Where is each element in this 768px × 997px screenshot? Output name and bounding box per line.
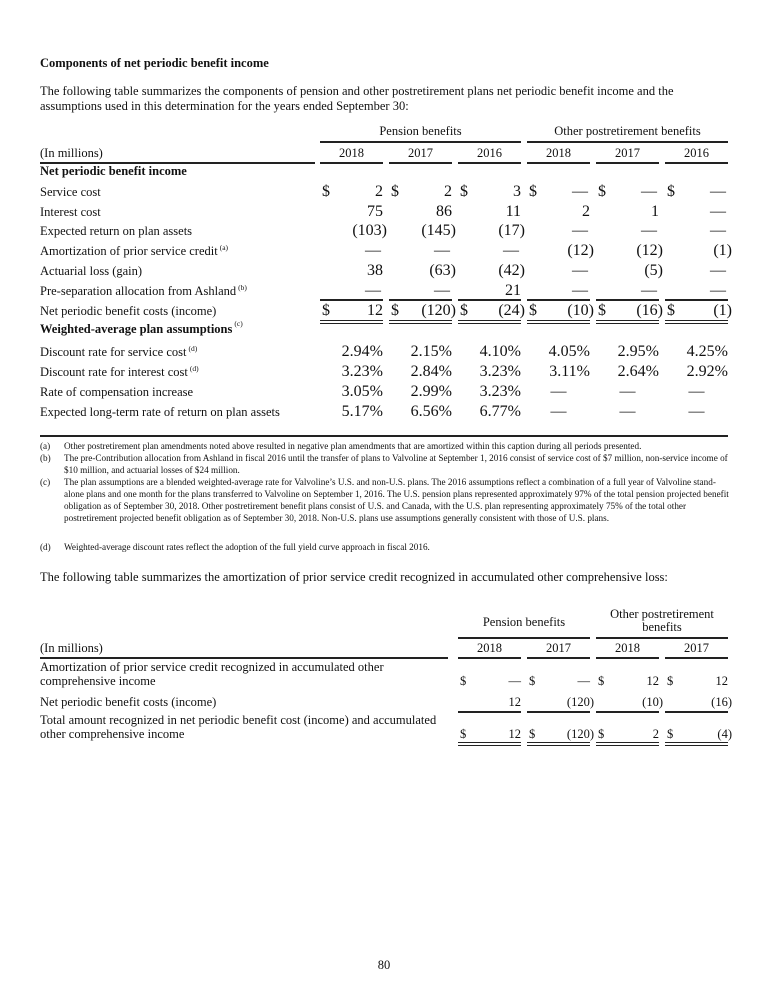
subtotal-rule xyxy=(665,711,728,713)
value-cell xyxy=(458,262,525,280)
footnote-marker: (a) xyxy=(40,441,51,451)
row-label-text: Service cost xyxy=(40,185,101,199)
dollar-sign: $ xyxy=(667,302,675,319)
unit-label: (In millions) xyxy=(40,641,103,655)
divider xyxy=(458,162,521,164)
table-row xyxy=(0,222,768,240)
value-cell xyxy=(389,363,452,381)
value-cell xyxy=(596,363,659,381)
value: — xyxy=(434,282,450,299)
value-cell xyxy=(596,343,659,361)
divider xyxy=(40,657,448,659)
value: — xyxy=(572,262,588,279)
value-cell xyxy=(527,302,594,320)
value: (4) xyxy=(717,727,732,741)
value: 21 xyxy=(505,282,521,299)
group-header-pension: Pension benefits xyxy=(482,615,566,629)
value: 4.05% xyxy=(548,343,590,360)
footnote-ref: (a) xyxy=(219,243,229,252)
value: (42) xyxy=(498,262,525,279)
row-label-text: Amortization of prior service credit xyxy=(40,244,218,258)
value-cell xyxy=(527,242,594,260)
value-cell xyxy=(458,222,525,240)
value: — xyxy=(508,674,521,688)
subtotal-rule xyxy=(665,299,728,301)
dollar-sign: $ xyxy=(598,302,606,319)
value-cell xyxy=(596,302,663,320)
divider xyxy=(527,162,590,164)
value: — xyxy=(572,183,588,200)
footnote-text: Weighted-average discount rates reflect the adoption of the full yield curve approach in fiscal 2016. xyxy=(64,542,430,552)
intro-paragraph: The following table summarizes the components of pension and other postretirement plans net periodic benefit income and the assumptions used in this determination for the years ended September 30: xyxy=(40,84,674,113)
value: 2.94% xyxy=(341,343,383,360)
dollar-sign: $ xyxy=(529,302,537,319)
value-cell xyxy=(320,203,383,221)
footnote xyxy=(40,440,730,452)
value-cell xyxy=(665,363,728,381)
value-cell xyxy=(320,403,383,421)
divider xyxy=(458,637,590,639)
subtotal-rule xyxy=(458,711,521,713)
value: 12 xyxy=(508,727,521,741)
dollar-sign: $ xyxy=(529,727,536,741)
value: 3.23% xyxy=(479,383,521,400)
value: 2.99% xyxy=(410,383,452,400)
year-header: 2017 xyxy=(615,146,640,160)
value-cell xyxy=(665,674,728,692)
value-cell xyxy=(527,222,590,240)
value-cell xyxy=(665,343,728,361)
value-cell xyxy=(389,403,452,421)
row-label-text: Net periodic benefit costs (income) xyxy=(40,304,217,318)
assumption-row xyxy=(0,383,768,401)
value-cell xyxy=(665,262,728,280)
dollar-sign: $ xyxy=(667,183,675,200)
value-cell xyxy=(596,262,663,280)
assumption-row xyxy=(0,343,768,361)
row-label-text: Interest cost xyxy=(40,205,101,219)
value-cell xyxy=(665,242,732,260)
footnote xyxy=(40,476,730,536)
subtotal-rule xyxy=(527,711,590,713)
year-header: 2018 xyxy=(615,641,640,655)
value-cell xyxy=(389,242,452,260)
divider xyxy=(596,657,659,659)
value-cell xyxy=(665,302,732,320)
value-cell xyxy=(389,183,452,201)
section-heading-assumptions xyxy=(40,319,243,337)
value: 3.11% xyxy=(549,363,590,380)
value-cell xyxy=(596,282,659,300)
footnote-text: Other postretirement plan amendments noted above resulted in negative plan amendments that are amortized within this caption during all periods presented. xyxy=(64,441,642,451)
value-cell xyxy=(458,343,521,361)
value: (5) xyxy=(644,262,663,279)
footnote-marker: (c) xyxy=(40,477,51,487)
value: — xyxy=(572,282,588,299)
subtotal-rule xyxy=(527,299,590,301)
value: 12 xyxy=(715,674,728,688)
value: — xyxy=(434,242,450,259)
row-label-line: other comprehensive income xyxy=(40,727,185,741)
divider xyxy=(320,141,521,143)
value: (17) xyxy=(498,222,525,239)
value-cell xyxy=(665,282,728,300)
table-row xyxy=(0,183,768,201)
total-double-rule xyxy=(665,320,728,324)
assumption-row xyxy=(0,363,768,381)
footnote-text: The plan assumptions are a blended weighted-average rate for Valvoline’s U.S. and non-U.S. plans. The 2016 assumptions reflect a combination of a full year of Valvoline stand-alone plans and one month for the plans transferred to Valvoline on September 1, 2016. The U.S. pension plans represented approximately 97% of the total pension projected benefit obligation as of September 30, 2018. Other postretirement benefit plans consist of U.S. and Canada, with the U.S. plan representing approximately 75% of the total other postretirement projected benefit obligation as of September 30, 2018. Non-U.S. plans use assumptions generally consistent with those of U.S. plans. xyxy=(64,477,729,523)
value: — xyxy=(365,282,381,299)
dollar-sign: $ xyxy=(529,183,537,200)
value-cell xyxy=(665,183,728,201)
value-cell xyxy=(527,403,590,421)
value-cell xyxy=(458,674,521,692)
value-cell xyxy=(458,282,521,300)
value: — xyxy=(550,383,567,400)
value-cell xyxy=(320,343,383,361)
row-label xyxy=(40,262,142,280)
table-row xyxy=(0,242,768,260)
value: 6.56% xyxy=(410,403,452,420)
row-label xyxy=(40,183,101,201)
value-cell xyxy=(458,183,521,201)
value: (1) xyxy=(713,242,732,259)
row-label-line: Total amount recognized in net periodic benefit cost (income) and accumulated xyxy=(40,713,437,727)
value: — xyxy=(365,242,381,259)
value: 5.17% xyxy=(341,403,383,420)
total-double-rule xyxy=(389,320,452,324)
value-cell xyxy=(458,302,525,320)
total-double-rule xyxy=(458,742,521,746)
value: — xyxy=(619,383,636,400)
divider xyxy=(389,162,452,164)
value-cell xyxy=(665,383,728,401)
footnote-ref: (c) xyxy=(234,319,243,328)
row-label xyxy=(40,695,450,709)
divider xyxy=(458,657,521,659)
row-label xyxy=(40,713,450,741)
value: 2 xyxy=(652,727,659,741)
value: 3 xyxy=(513,183,521,200)
value-cell xyxy=(320,222,387,240)
row-label-text: Expected return on plan assets xyxy=(40,224,193,238)
value-cell xyxy=(596,203,659,221)
value: 2 xyxy=(375,183,383,200)
value: — xyxy=(641,183,657,200)
value: (120) xyxy=(566,727,594,741)
row-label xyxy=(40,660,450,688)
value-cell xyxy=(389,343,452,361)
value-cell xyxy=(527,363,590,381)
value: (16) xyxy=(711,695,732,709)
value: (24) xyxy=(498,302,525,319)
value: 12 xyxy=(508,695,521,709)
value-cell xyxy=(458,363,521,381)
table-row xyxy=(0,302,768,320)
row-label-text: Actuarial loss (gain) xyxy=(40,264,143,278)
divider xyxy=(596,162,659,164)
year-header: 2018 xyxy=(339,146,364,160)
value: — xyxy=(641,222,657,239)
footnote-marker: (d) xyxy=(40,542,51,552)
value: 6.77% xyxy=(479,403,521,420)
divider xyxy=(596,637,728,639)
dollar-sign: $ xyxy=(391,302,399,319)
row-label xyxy=(40,383,193,401)
section-heading-net-periodic: Net periodic benefit income xyxy=(40,164,187,178)
row-label-text: Discount rate for service cost xyxy=(40,345,187,359)
value: (12) xyxy=(567,242,594,259)
value: 12 xyxy=(646,674,659,688)
value: 4.25% xyxy=(686,343,728,360)
value-cell xyxy=(596,222,659,240)
value: (120) xyxy=(566,695,594,709)
row-label-text: Rate of compensation increase xyxy=(40,385,194,399)
value-cell xyxy=(596,383,659,401)
value: 3.23% xyxy=(341,363,383,380)
group-header-pension: Pension benefits xyxy=(379,124,462,138)
value: (103) xyxy=(352,222,387,239)
value-cell xyxy=(320,363,383,381)
dollar-sign: $ xyxy=(667,674,674,688)
value: 2.15% xyxy=(410,343,452,360)
value: — xyxy=(710,262,726,279)
total-double-rule xyxy=(527,742,590,746)
value: 12 xyxy=(367,302,383,319)
value: — xyxy=(710,222,726,239)
divider xyxy=(527,141,728,143)
group-header-other-postretirement: Other postretirement benefits xyxy=(554,124,701,138)
assumption-row xyxy=(0,403,768,421)
footnote-marker: (b) xyxy=(40,453,51,463)
table-row xyxy=(0,282,768,300)
divider xyxy=(320,162,383,164)
section-title: Components of net periodic benefit income xyxy=(40,56,269,70)
value-cell xyxy=(527,282,590,300)
value: 2.92% xyxy=(686,363,728,380)
year-header: 2017 xyxy=(408,146,433,160)
footnote-ref: (d) xyxy=(188,344,198,353)
total-double-rule xyxy=(320,320,383,324)
dollar-sign: $ xyxy=(322,183,330,200)
total-double-rule xyxy=(458,320,521,324)
value: 2.84% xyxy=(410,363,452,380)
row-label xyxy=(40,242,228,260)
value: — xyxy=(503,242,519,259)
value: (10) xyxy=(642,695,663,709)
dollar-sign: $ xyxy=(598,674,605,688)
total-double-rule xyxy=(596,320,659,324)
year-header: 2016 xyxy=(477,146,502,160)
value-cell xyxy=(389,282,452,300)
row-label xyxy=(40,222,192,240)
value-cell xyxy=(320,302,383,320)
value-cell xyxy=(458,242,521,260)
total-double-rule xyxy=(665,742,728,746)
value-cell xyxy=(320,383,383,401)
year-header: 2016 xyxy=(684,146,709,160)
value: — xyxy=(550,403,567,420)
value: (12) xyxy=(636,242,663,259)
footnote-rule xyxy=(40,435,728,437)
value: — xyxy=(572,222,588,239)
dollar-sign: $ xyxy=(598,183,606,200)
value: 2 xyxy=(444,183,452,200)
year-header: 2018 xyxy=(546,146,571,160)
row-label xyxy=(40,203,101,221)
value: (63) xyxy=(429,262,456,279)
value: (10) xyxy=(567,302,594,319)
table-row xyxy=(0,203,768,221)
value-cell xyxy=(320,242,383,260)
amortization-table-intro: The following table summarizes the amortization of prior service credit recognized in accumulated other comprehensive loss: xyxy=(40,570,668,584)
unit-label: (In millions) xyxy=(40,146,103,160)
value: — xyxy=(641,282,657,299)
value-cell xyxy=(527,674,590,692)
row-label-text: Pre-separation allocation from Ashland xyxy=(40,284,237,298)
section-heading-text: Weighted-average plan assumptions xyxy=(40,322,233,336)
value: 4.10% xyxy=(479,343,521,360)
row-label-line: Amortization of prior service credit recognized in accumulated other xyxy=(40,660,384,674)
footnote xyxy=(40,452,730,476)
value: 38 xyxy=(367,262,383,279)
value: — xyxy=(710,183,726,200)
value-cell xyxy=(458,403,521,421)
value-cell xyxy=(527,343,590,361)
value: 86 xyxy=(436,203,452,220)
value-cell xyxy=(596,403,659,421)
value-cell xyxy=(665,222,728,240)
value: — xyxy=(688,403,705,420)
value: — xyxy=(619,403,636,420)
value: 75 xyxy=(367,203,383,220)
footnote-text: The pre-Contribution allocation from Ashland in fiscal 2016 until the transfer of plans to Valvoline at September 1, 2016 consist of service cost of $7 million, non-service income of $10 million, and actuarial losses of $24 million. xyxy=(64,453,728,475)
value-cell xyxy=(527,262,590,280)
value-cell xyxy=(596,183,659,201)
dollar-sign: $ xyxy=(391,183,399,200)
dollar-sign: $ xyxy=(460,674,467,688)
value: 11 xyxy=(505,203,521,220)
total-double-rule xyxy=(527,320,590,324)
divider xyxy=(665,657,728,659)
value-cell xyxy=(320,282,383,300)
value-cell xyxy=(665,203,728,221)
value-cell xyxy=(527,203,590,221)
value: 2 xyxy=(582,203,590,220)
subtotal-rule xyxy=(596,711,659,713)
value-cell xyxy=(389,222,456,240)
value-cell xyxy=(458,203,521,221)
row-label xyxy=(40,282,247,300)
value: 1 xyxy=(651,203,659,220)
value: — xyxy=(688,383,705,400)
dollar-sign: $ xyxy=(667,727,674,741)
value-cell xyxy=(665,403,728,421)
dollar-sign: $ xyxy=(460,302,468,319)
value: (16) xyxy=(636,302,663,319)
value-cell xyxy=(527,183,590,201)
value-cell xyxy=(389,383,452,401)
footnote-ref: (d) xyxy=(189,364,199,373)
year-header: 2017 xyxy=(684,641,709,655)
row-label xyxy=(40,302,216,320)
row-label-line: comprehensive income xyxy=(40,674,156,688)
subtotal-rule xyxy=(389,299,452,301)
dollar-sign: $ xyxy=(598,727,605,741)
dollar-sign: $ xyxy=(529,674,536,688)
value: (120) xyxy=(421,302,456,319)
value: 3.05% xyxy=(341,383,383,400)
value: (145) xyxy=(421,222,456,239)
row-label xyxy=(40,403,280,421)
dollar-sign: $ xyxy=(322,302,330,319)
subtotal-rule xyxy=(596,299,659,301)
dollar-sign: $ xyxy=(460,727,467,741)
value-cell xyxy=(596,674,659,692)
value-cell xyxy=(389,262,456,280)
row-label-text: Expected long-term rate of return on plan assets xyxy=(40,405,280,419)
year-header: 2018 xyxy=(477,641,502,655)
dollar-sign: $ xyxy=(460,183,468,200)
footnote-ref: (b) xyxy=(238,283,247,292)
page-number: 80 xyxy=(377,958,391,972)
footnote xyxy=(40,541,730,553)
value-cell xyxy=(458,383,521,401)
value-cell xyxy=(320,183,383,201)
value-cell xyxy=(596,242,663,260)
total-double-rule xyxy=(596,742,659,746)
divider xyxy=(527,657,590,659)
table-row xyxy=(0,262,768,280)
divider xyxy=(665,162,728,164)
value-cell xyxy=(527,383,590,401)
value-cell xyxy=(320,262,383,280)
value-cell xyxy=(389,302,456,320)
subtotal-rule xyxy=(320,299,383,301)
value: — xyxy=(710,203,726,220)
value: 3.23% xyxy=(479,363,521,380)
value: (1) xyxy=(713,302,732,319)
subtotal-rule xyxy=(458,299,521,301)
value: 2.64% xyxy=(617,363,659,380)
row-label xyxy=(40,343,197,361)
value: 2.95% xyxy=(617,343,659,360)
row-label-text: Discount rate for interest cost xyxy=(40,365,188,379)
row-label-line: Net periodic benefit costs (income) xyxy=(40,695,217,709)
year-header: 2017 xyxy=(546,641,571,655)
value: — xyxy=(577,674,590,688)
value: — xyxy=(710,282,726,299)
group-header-other-postretirement: Other postretirement benefits xyxy=(610,607,714,634)
value-cell xyxy=(389,203,452,221)
row-label xyxy=(40,363,199,381)
